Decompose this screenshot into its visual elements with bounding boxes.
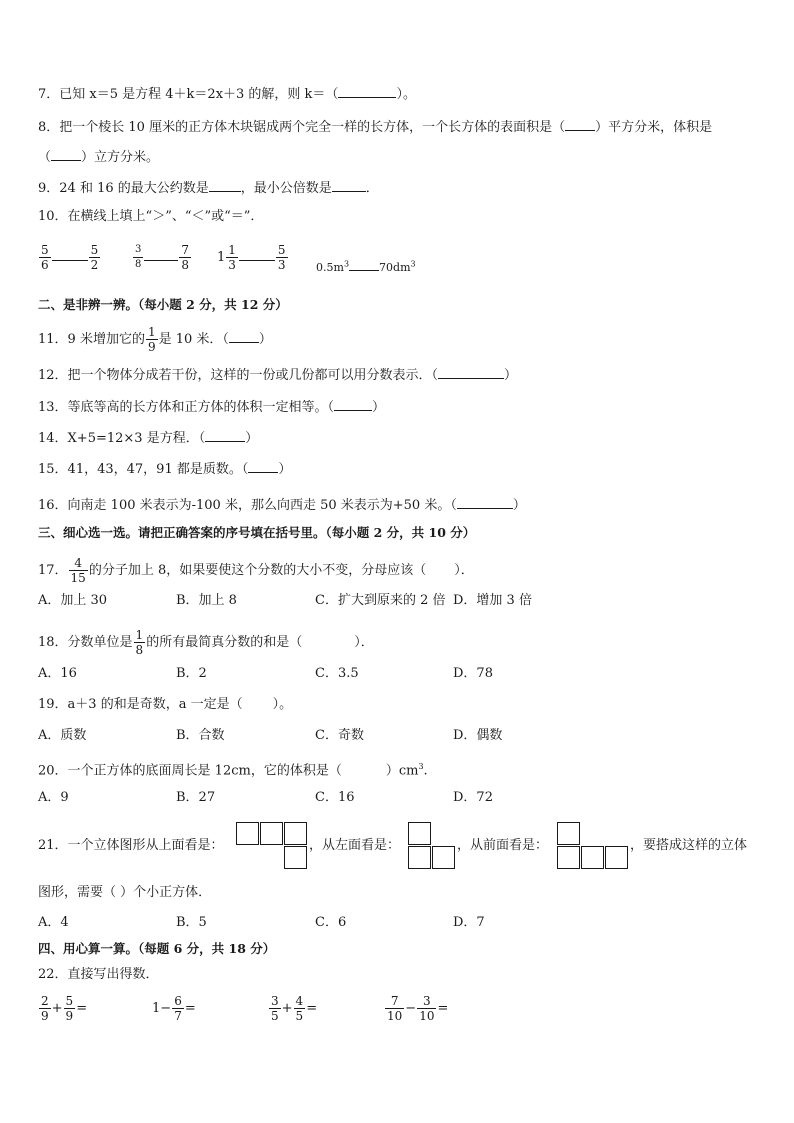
grid-cell bbox=[284, 846, 307, 869]
grid-cell bbox=[236, 822, 259, 845]
answer-blank[interactable] bbox=[51, 146, 81, 161]
section-2-heading: 二、是非辨一辨。（每小题 2 分，共 12 分） bbox=[38, 297, 288, 312]
answer-blank[interactable] bbox=[334, 396, 372, 411]
answer-blank[interactable] bbox=[457, 494, 513, 509]
question-12: 12．把一个物体分成若干份，这样的一份或几份都可以用分数表示．（ ） bbox=[38, 364, 517, 385]
option-d[interactable]: D．72 bbox=[453, 790, 493, 805]
answer-blank[interactable] bbox=[229, 328, 259, 343]
question-8-line2: （ ）立方分米。 bbox=[38, 146, 159, 167]
question-15: 15．41，43，47，91 都是质数。（ ） bbox=[38, 458, 291, 479]
question-17: 17． $\frac{4}{15}$ 的分子加上 8，如果要使这个分数的大小不变，分母应该（ ）． bbox=[38, 556, 474, 585]
compare-item-4: $0.5m^3$ $70dm^3$ bbox=[316, 256, 416, 274]
option-a[interactable]: A．16 bbox=[38, 666, 77, 681]
grid-cell bbox=[284, 822, 307, 845]
answer-blank[interactable] bbox=[332, 177, 366, 192]
option-c[interactable]: C．奇数 bbox=[315, 728, 364, 743]
answer-blank[interactable] bbox=[209, 177, 241, 192]
answer-blank[interactable] bbox=[438, 364, 504, 379]
question-21-front-label: ，从前面看是： bbox=[457, 838, 549, 853]
option-a[interactable]: A．9 bbox=[38, 790, 69, 805]
option-a[interactable]: A．4 bbox=[38, 915, 69, 930]
answer-blank[interactable] bbox=[52, 246, 88, 261]
option-d[interactable]: D．增加 3 倍 bbox=[453, 593, 532, 608]
option-b[interactable]: B．合数 bbox=[176, 728, 225, 743]
question-21-line2: 图形，需要（ ）个小正方体． bbox=[38, 885, 212, 900]
option-d[interactable]: D．偶数 bbox=[453, 728, 503, 743]
section-4-heading: 四、用心算一算。（每题 6 分，共 18 分） bbox=[38, 941, 276, 956]
section-3-heading: 三、细心选一选。请把正确答案的序号填在括号里。（每小题 2 分，共 10 分） bbox=[38, 525, 476, 540]
question-11: 11．9 米增加它的 $\frac{1}{9}$ 是 10 米．（ ） bbox=[38, 325, 272, 354]
question-20: 20．一个正方体的底面周长是 12cm，它的体积是（ ）$cm^3$. bbox=[38, 762, 428, 779]
option-c[interactable]: C．6 bbox=[315, 915, 347, 930]
question-18: 18．分数单位是 $\frac{1}{8}$ 的所有最简真分数的和是（ ）． bbox=[38, 628, 374, 657]
grid-cell bbox=[581, 846, 604, 869]
answer-blank[interactable] bbox=[565, 116, 595, 131]
question-21-left-label: ，从左面看是： bbox=[309, 838, 401, 853]
grid-cell bbox=[557, 822, 580, 845]
grid-cell bbox=[260, 822, 283, 845]
compare-item-2: $\frac{3}{8}$ $\frac{7}{8}$ bbox=[135, 243, 190, 272]
option-d[interactable]: D．7 bbox=[453, 915, 485, 930]
option-b[interactable]: B．5 bbox=[176, 915, 207, 930]
grid-cell bbox=[408, 846, 431, 869]
answer-blank[interactable] bbox=[349, 256, 379, 271]
grid-cell bbox=[432, 846, 455, 869]
answer-blank[interactable] bbox=[205, 427, 245, 442]
compare-item-1: $\frac{5}{6}$ $\frac{5}{2}$ bbox=[41, 243, 99, 272]
option-d[interactable]: D．78 bbox=[453, 666, 493, 681]
left-view-figure bbox=[408, 822, 456, 870]
question-7: 7．已知 x＝5 是方程 4＋k＝2x＋3 的解，则 k＝（ ）。 bbox=[38, 83, 416, 104]
grid-cell bbox=[605, 846, 628, 869]
answer-blank[interactable] bbox=[248, 458, 278, 473]
option-b[interactable]: B．27 bbox=[176, 790, 216, 805]
answer-blank[interactable] bbox=[338, 83, 396, 98]
option-b[interactable]: B．2 bbox=[176, 666, 207, 681]
front-view-figure bbox=[557, 822, 629, 870]
question-22: 22．直接写出得数． bbox=[38, 967, 159, 982]
expression-1: $\frac{2}{9}$ + $\frac{5}{9}$ = bbox=[41, 994, 88, 1023]
option-a[interactable]: A．质数 bbox=[38, 728, 87, 743]
question-8: 8．把一个棱长 10 厘米的正方体木块锯成两个完全一样的长方体，一个长方体的表面积是（ ）平方分米，体积是 bbox=[38, 116, 712, 137]
compare-item-3: 1 $\frac{1}{3}$ $\frac{5}{3}$ bbox=[217, 243, 286, 272]
top-view-figure bbox=[236, 822, 308, 870]
question-21: 21．一个立体图形从上面看是： bbox=[38, 838, 224, 853]
question-21-tail: ，要搭成这样的立体 bbox=[630, 838, 748, 853]
option-c[interactable]: C．扩大到原来的 2 倍 bbox=[315, 593, 446, 608]
grid-cell bbox=[408, 822, 431, 845]
option-b[interactable]: B．加上 8 bbox=[176, 593, 237, 608]
question-14: 14．X+5=12×3 是方程．（ ） bbox=[38, 427, 258, 448]
expression-4: $\frac{7}{10}$ − $\frac{3}{10}$ = bbox=[387, 994, 449, 1023]
question-9: 9．24 和 16 的最大公约数是 ，最小公倍数是 ． bbox=[38, 177, 379, 198]
question-16: 16．向南走 100 米表示为-100 米，那么向西走 50 米表示为+50 米。（ ） bbox=[38, 494, 526, 515]
option-c[interactable]: C．3.5 bbox=[315, 666, 359, 681]
option-c[interactable]: C．16 bbox=[315, 790, 355, 805]
answer-blank[interactable] bbox=[239, 246, 275, 261]
option-a[interactable]: A．加上 30 bbox=[38, 593, 108, 608]
answer-blank[interactable] bbox=[144, 246, 178, 261]
expression-2: 1− $\frac{6}{7}$ = bbox=[152, 994, 196, 1023]
question-10: 10．在横线上填上“＞”、“＜”或“＝”． bbox=[38, 209, 264, 224]
question-13: 13．等底等高的长方体和正方体的体积一定相等。（ ） bbox=[38, 396, 385, 417]
expression-3: $\frac{3}{5}$ + $\frac{4}{5}$ = bbox=[271, 994, 318, 1023]
question-19: 19．a＋3 的和是奇数，a 一定是（ ）。 bbox=[38, 697, 293, 712]
grid-cell bbox=[557, 846, 580, 869]
